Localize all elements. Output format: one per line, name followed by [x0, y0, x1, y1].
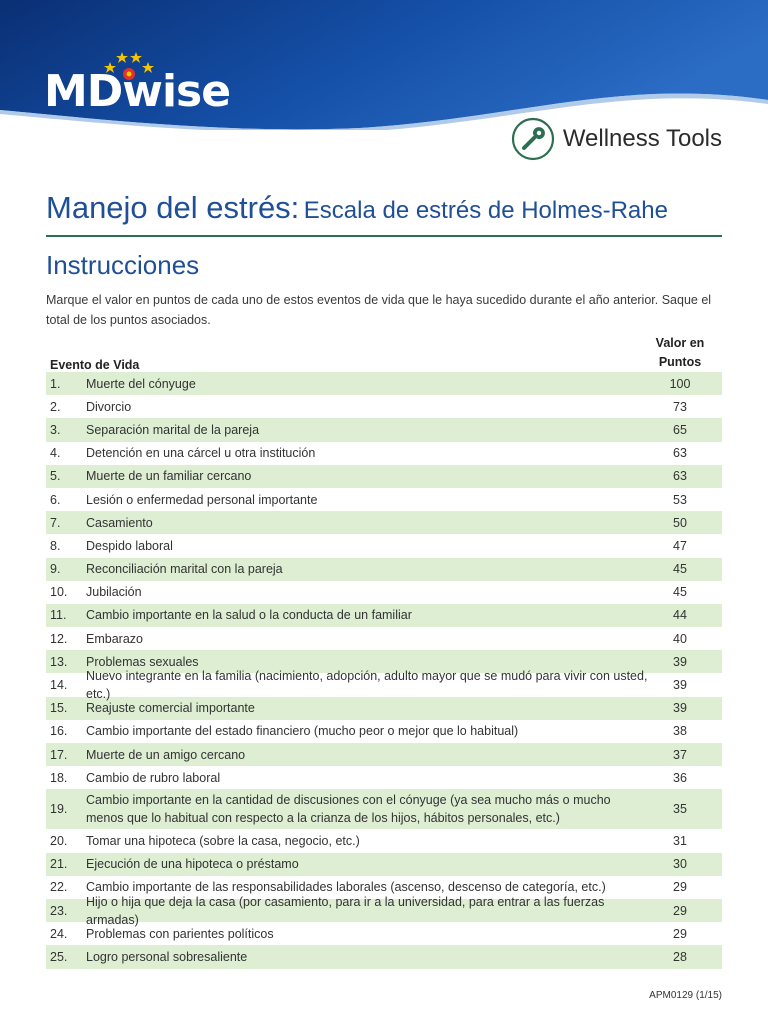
row-number: 11.	[50, 608, 67, 623]
title-divider	[46, 235, 722, 237]
row-event: Logro personal sobresaliente	[86, 949, 248, 964]
table-row	[46, 853, 722, 876]
row-points: 31	[673, 833, 687, 848]
table-row	[46, 743, 722, 766]
row-number: 5.	[50, 469, 61, 484]
row-points: 73	[673, 399, 687, 414]
table-row	[46, 945, 722, 968]
table-row	[46, 894, 722, 927]
row-event: Cambio importante del estado financiero (mucho peor o mejor que lo habitual)	[86, 724, 519, 739]
row-number: 7.	[50, 515, 61, 530]
row-points: 63	[673, 469, 687, 484]
row-points: 44	[673, 608, 687, 623]
table-row	[46, 395, 722, 418]
instructions-text: Marque el valor en puntos de cada uno de estos eventos de vida que le haya sucedido durante el año anterior. Saque el total de los puntos asociados.	[46, 293, 712, 327]
row-event: Cambio importante en la salud o la conducta de un familiar	[86, 608, 412, 623]
title-main: Manejo del estrés:	[46, 190, 300, 225]
row-event: Cambio importante de las responsabilidades laborales (ascenso, descenso de categoría, etc.)	[86, 880, 606, 895]
row-number: 4.	[50, 446, 61, 461]
title-sub: Escala de estrés de Holmes-Rahe	[303, 197, 668, 224]
row-points: 53	[673, 492, 687, 507]
row-event: Jubilación	[86, 585, 142, 600]
table-row	[46, 829, 722, 852]
row-points: 35	[673, 802, 687, 817]
row-points: 36	[673, 770, 687, 785]
row-points: 37	[673, 747, 687, 762]
row-event: Reconciliación marital con la pareja	[86, 562, 283, 577]
row-number: 16.	[50, 724, 68, 739]
table-row	[46, 534, 722, 557]
row-number: 22.	[50, 880, 68, 895]
row-points: 29	[673, 926, 687, 941]
row-number: 14.	[50, 678, 68, 693]
row-points: 38	[673, 724, 687, 739]
column-header-value-line1: Valor en	[655, 336, 705, 350]
row-event: Reajuste comercial importante	[86, 701, 255, 716]
row-event: Ejecución de una hipoteca o préstamo	[86, 857, 299, 872]
row-number: 17.	[50, 747, 68, 762]
stress-scale-table	[46, 334, 722, 969]
column-header-event: Evento de Vida	[50, 358, 140, 372]
row-event: Divorcio	[86, 399, 132, 414]
row-event: Detención en una cárcel u otra institución	[86, 446, 316, 461]
row-points: 47	[673, 538, 687, 553]
row-number: 21.	[50, 857, 68, 872]
table-row	[46, 558, 722, 581]
row-number: 13.	[50, 654, 68, 669]
row-event: Problemas con parientes políticos	[86, 926, 274, 941]
table-row	[46, 511, 722, 534]
row-event: Cambio importante en la cantidad de discusiones con el cónyuge (ya sea mucho más o mucho menos que lo habitual con respecto a la crianza de los hijos, hábitos personales, etc.)	[86, 793, 611, 826]
table-header	[46, 334, 722, 372]
row-points: 39	[673, 701, 687, 716]
table-row	[46, 789, 722, 829]
row-number: 2.	[50, 399, 61, 414]
row-points: 29	[673, 903, 687, 918]
page-title	[46, 190, 722, 226]
table-row	[46, 627, 722, 650]
row-event: Problemas sexuales	[86, 654, 199, 669]
logo-text: MDwise	[44, 66, 231, 117]
row-number: 20.	[50, 833, 68, 848]
row-number: 23.	[50, 903, 68, 918]
row-number: 1.	[50, 376, 61, 391]
row-number: 8.	[50, 538, 61, 553]
row-points: 45	[673, 585, 687, 600]
row-event: Muerte de un familiar cercano	[86, 469, 252, 484]
row-event: Casamiento	[86, 515, 153, 530]
row-points: 45	[673, 562, 687, 577]
row-number: 3.	[50, 422, 61, 437]
row-number: 19.	[50, 802, 68, 817]
section-heading: Instrucciones	[46, 250, 200, 280]
row-event: Muerte de un amigo cercano	[86, 747, 246, 762]
table-row	[46, 697, 722, 720]
row-points: 39	[673, 654, 687, 669]
row-event: Muerte del cónyuge	[86, 376, 196, 391]
table-row	[46, 442, 722, 465]
row-event: Nuevo integrante en la familia (nacimiento, adopción, adulto mayor que se mudó para vivir con usted, etc.)	[86, 669, 648, 702]
table-row	[46, 372, 722, 395]
table-row	[46, 669, 722, 702]
row-event: Tomar una hipoteca (sobre la casa, negocio, etc.)	[86, 833, 360, 848]
row-number: 10.	[50, 585, 68, 600]
row-number: 9.	[50, 562, 61, 577]
table-row	[46, 418, 722, 441]
column-header-value-line2: Puntos	[658, 355, 702, 369]
row-points: 50	[673, 515, 687, 530]
table-body	[46, 372, 722, 969]
wellness-tools-label: Wellness Tools	[562, 125, 722, 152]
row-event: Despido laboral	[86, 538, 173, 553]
table-row	[46, 720, 722, 743]
row-event: Separación marital de la pareja	[86, 422, 260, 437]
row-number: 12.	[50, 631, 68, 646]
table-row	[46, 488, 722, 511]
row-points: 100	[669, 376, 691, 391]
wellness-tools-badge	[511, 113, 722, 165]
row-points: 29	[673, 880, 687, 895]
document-code: APM0129 (1/15)	[649, 990, 722, 1001]
row-points: 28	[673, 949, 687, 964]
row-number: 18.	[50, 770, 68, 785]
row-number: 24.	[50, 926, 68, 941]
row-number: 15.	[50, 701, 68, 716]
wrench-icon	[511, 117, 555, 161]
row-event: Lesión o enfermedad personal importante	[86, 492, 318, 507]
row-points: 30	[673, 857, 687, 872]
table-row	[46, 922, 722, 945]
table-row	[46, 604, 722, 627]
row-event: Cambio de rubro laboral	[86, 770, 221, 785]
row-points: 65	[673, 422, 687, 437]
row-points: 39	[673, 678, 687, 693]
row-event: Embarazo	[86, 631, 143, 646]
column-header-value	[648, 334, 712, 372]
row-event: Hijo o hija que deja la casa (por casamiento, para ir a la universidad, para entrar a las fuerzas armadas)	[86, 894, 605, 927]
row-number: 25.	[50, 949, 68, 964]
table-row	[46, 465, 722, 488]
table-row	[46, 766, 722, 789]
table-row	[46, 581, 722, 604]
row-number: 6.	[50, 492, 61, 507]
row-points: 63	[673, 446, 687, 461]
row-points: 40	[673, 631, 687, 646]
